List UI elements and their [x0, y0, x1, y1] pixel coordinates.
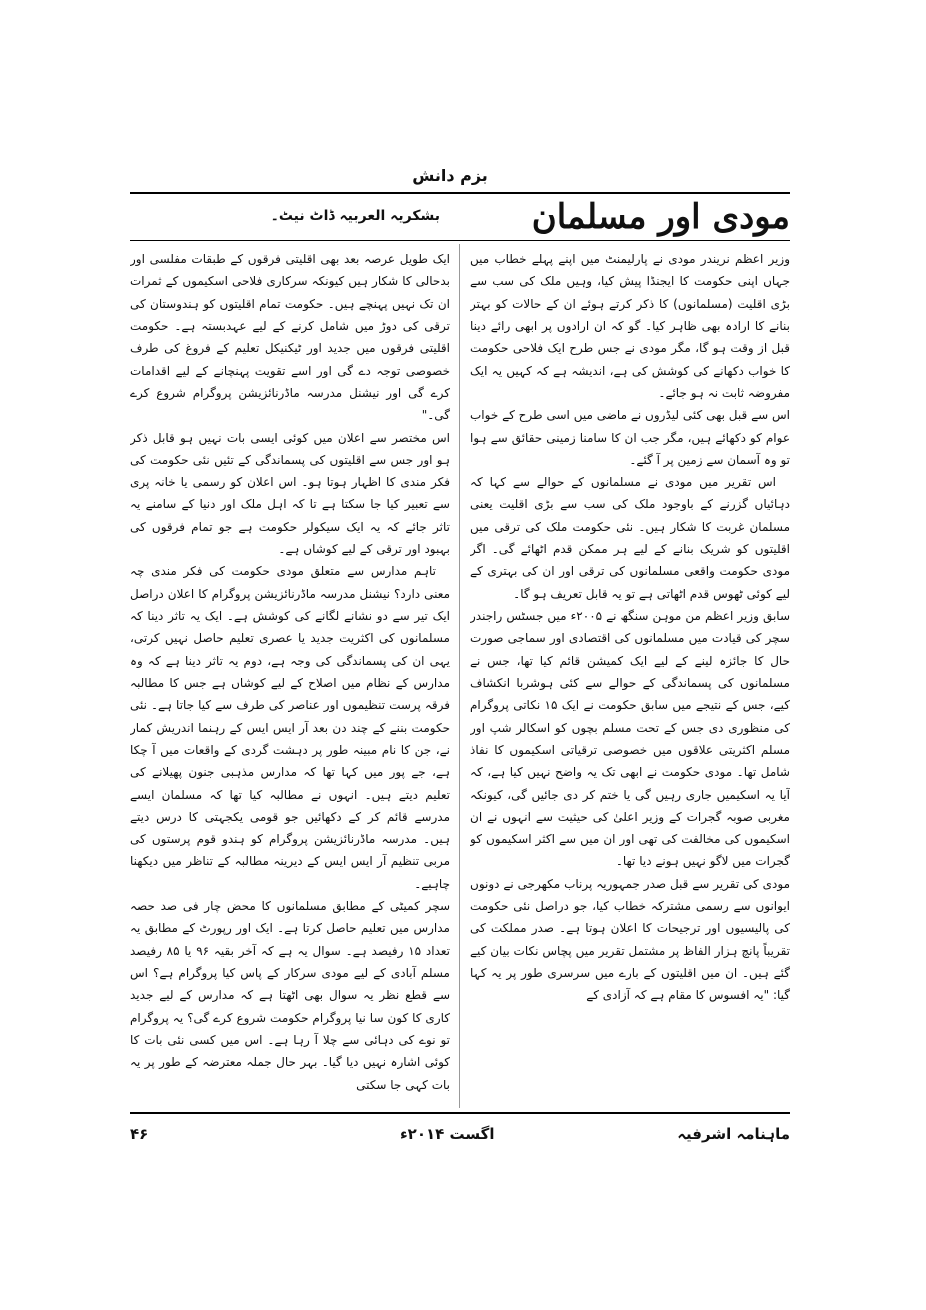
footer-rule	[130, 1112, 790, 1114]
paragraph: تاہم مدارس سے متعلق مودی حکومت کی فکر مندی چہ معنی دارد؟ نیشنل مدرسہ ماڈرنائزیشن پروگرام کا اعلان دراصل ایک تیر سے دو نشانے لگانے کی کوشش ہے۔ ایک یہ تاثر دینا کہ مسلمانوں کی اکثریت جدید یا عصری تعلیم حاصل نہیں کرتی، یہی ان کی پسماندگی کی وجہ ہے، دوم یہ تاثر دینا ہے کہ وہ مدارس کے نظام میں اصلاح کے لیے کوشاں ہے جس کا مطالبہ فرقہ پرست تنظیموں اور عناصر کی طرف سے کیا جاتا ہے۔ نئی حکومت بننے کے چند دن بعد آر ایس ایس کے رہنما اندریش کمار نے، جن کا نام مبینہ طور پر دہشت گردی کے واقعات میں آ چکا ہے، جے پور میں کہا تھا کہ مدارس مذہبی جنون پھیلانے کی تعلیم دیتے ہیں۔ انہوں نے مطالبہ کیا تھا کہ مسلمان ایسے مدرسے قائم کر کے دکھائیں جو قومی یکجہتی کا درس دیتے ہیں۔ مدرسہ ماڈرنائزیشن پروگرام کو ہندو قوم پرستوں کی مربی تنظیم آر ایس ایس کے دیرینہ مطالبہ کے تناظر میں دیکھنا چاہیے۔	[130, 564, 450, 891]
column-divider	[459, 244, 460, 1108]
magazine-name: ماہنامہ اشرفیہ	[677, 1125, 790, 1143]
issue-date: اگست ۲۰۱۴ء	[400, 1125, 495, 1143]
paragraph: وزیر اعظم نریندر مودی نے پارلیمنٹ میں اپنے پہلے خطاب میں جہاں اپنی حکومت کا ایجنڈا پیش کیا، وہیں ملک کی سب سے بڑی اقلیت (مسلمانوں) کا ذکر کرتے ہوئے ان کے حالات کو بہتر بنانے کا ارادہ بھی ظاہر کیا۔ گو کہ ان ارادوں پر ابھی رائے دینا قبل از وقت ہو گا، مگر مودی نے جس طرح ایک فلاحی حکومت کا خواب دکھانے کی کوشش کی ہے، اندیشہ ہے کہ کہیں یہ ایک مفروضہ ثابت نہ ہو جائے۔	[470, 252, 790, 400]
section-title: بزم دانش	[412, 166, 488, 185]
paragraph: ایک طویل عرصہ بعد بھی اقلیتی فرقوں کے طبقات مفلسی اور بدحالی کا شکار ہیں کیونکہ سرکاری فلاحی اسکیموں کے ثمرات ان تک نہیں پہنچے ہیں۔ حکومت تمام اقلیتوں کو ہندوستان کی ترقی کی دوڑ میں شامل کرنے کے لیے عہدبستہ ہے۔ حکومت اقلیتی فرقوں میں جدید اور ٹیکنیکل تعلیم کے فروغ کی طرف خصوصی توجہ دے گی اور اسے تقویت پہنچانے کے لیے اقدامات کرے گی اور نیشنل مدرسہ ماڈرنائزیشن پروگرام شروع کرے گی۔"	[130, 252, 450, 423]
article-headline: مودی اور مسلمان	[531, 197, 790, 237]
paragraph: مودی کی تقریر سے قبل صدر جمہوریہ پرناب مکھرجی نے دونوں ایوانوں سے رسمی مشترکہ خطاب کیا، جو دراصل نئی حکومت کی پالیسیوں اور ترجیحات کا اعلان ہوتا ہے۔ صدر مملکت کی تقریباً پانچ ہزار الفاظ پر مشتمل تقریر میں پچاس نکات بیان کیے گئے ہیں۔ ان میں اقلیتوں کے بارے میں سرسری طور پر یہ کہا گیا: "یہ افسوس کا مقام ہے کہ آزادی کے	[470, 876, 790, 1003]
page-number: ۴۶	[130, 1125, 149, 1143]
header-bottom-rule	[130, 240, 790, 241]
article-column-right	[470, 248, 790, 1108]
source-credit: بشکریہ العربیہ ڈاٹ نیٹ۔	[270, 208, 440, 224]
paragraph: اس تقریر میں مودی نے مسلمانوں کے حوالے سے کہا کہ دہائیاں گزرنے کے باوجود ملک کی سب سے بڑی اقلیت یعنی مسلمان غربت کا شکار ہیں۔ نئی حکومت ملک کی ترقی میں اقلیتوں کو شریک بنانے کے لیے ہر ممکن قدم اٹھائے گی۔ اگر مودی حکومت واقعی مسلمانوں کی ترقی اور ان کی بہتری کے لیے کوئی ٹھوس قدم اٹھاتی ہے تو یہ قابل تعریف ہو گا۔	[470, 475, 790, 601]
paragraph: سابق وزیر اعظم من موہن سنگھ نے ۲۰۰۵ء میں جسٹس راجندر سچر کی قیادت میں مسلمانوں کی اقتصادی اور سماجی صورت حال کا جائزہ لینے کے لیے ایک کمیشن قائم کیا تھا، جس نے مسلمانوں کی پسماندگی کے حوالے سے کئی ہوشربا انکشاف کیے، جس کے نتیجے میں سابق حکومت نے ایک ۱۵ نکاتی پروگرام کی منظوری دی جس کے تحت مسلم بچوں کو اسکالر شپ اور مسلم اکثریتی علاقوں میں خصوصی ترقیاتی اسکیموں کا نفاذ شامل تھا۔ مودی حکومت نے ابھی تک یہ واضح نہیں کیا ہے، کہ آیا یہ اسکیمیں جاری رہیں گی یا ختم کر دی جائیں گی، کیونکہ مغربی صوبہ گجرات کے وزیر اعلیٰ کی حیثیت سے انہوں نے ان اسکیموں کی مخالفت کی تھی اور ان میں سے اکثر اسکیموں کو گجرات میں لاگو نہیں ہونے دیا تھا۔	[470, 609, 790, 869]
article-column-left	[130, 248, 450, 1108]
paragraph: اس سے قبل بھی کئی لیڈروں نے ماضی میں اسی طرح کے خواب عوام کو دکھائے ہیں، مگر جب ان کا سامنا زمینی حقائق سے ہوا تو وہ آسمان سے زمین پر آ گئے۔	[470, 408, 790, 467]
paragraph: سچر کمیٹی کے مطابق مسلمانوں کا محض چار فی صد حصہ مدارس میں تعلیم حاصل کرتا ہے۔ ایک اور رپورٹ کے مطابق یہ تعداد ۱۵ رفیصد ہے۔ سوال یہ ہے کہ آخر بقیہ ۹۶ یا ۸۵ رفیصد مسلم آبادی کے لیے مودی سرکار کے پاس کیا پروگرام ہے؟ اس سے قطع نظر یہ سوال بھی اٹھتا ہے کہ مدارس کے لیے جدید کاری کا کون سا نیا پروگرام حکومت شروع کرے گی؟ یہ پروگرام تو نوے کی دہائی سے چلا آ رہا ہے۔ اس میں کسی نئی بات کا کوئی اشارہ نہیں دیا گیا۔ بہر حال جملہ معترضہ کے طور پر یہ بات کہی جا سکتی	[130, 899, 450, 1092]
paragraph: اس مختصر سے اعلان میں کوئی ایسی بات نہیں ہو قابل ذکر ہو اور جس سے اقلیتوں کی پسماندگی کے تئیں نئی حکومت کی فکر مندی کا اظہار ہوتا ہو۔ اس اعلان کو رسمی یا خانہ پری سے تعبیر کیا جا سکتا ہے تا کہ اہل ملک اور دنیا کے سامنے یہ تاثر جائے کہ یہ ایک سیکولر حکومت ہے جو تمام فرقوں کی بہبود اور ترقی کے لیے کوشاں ہے۔	[130, 430, 450, 557]
